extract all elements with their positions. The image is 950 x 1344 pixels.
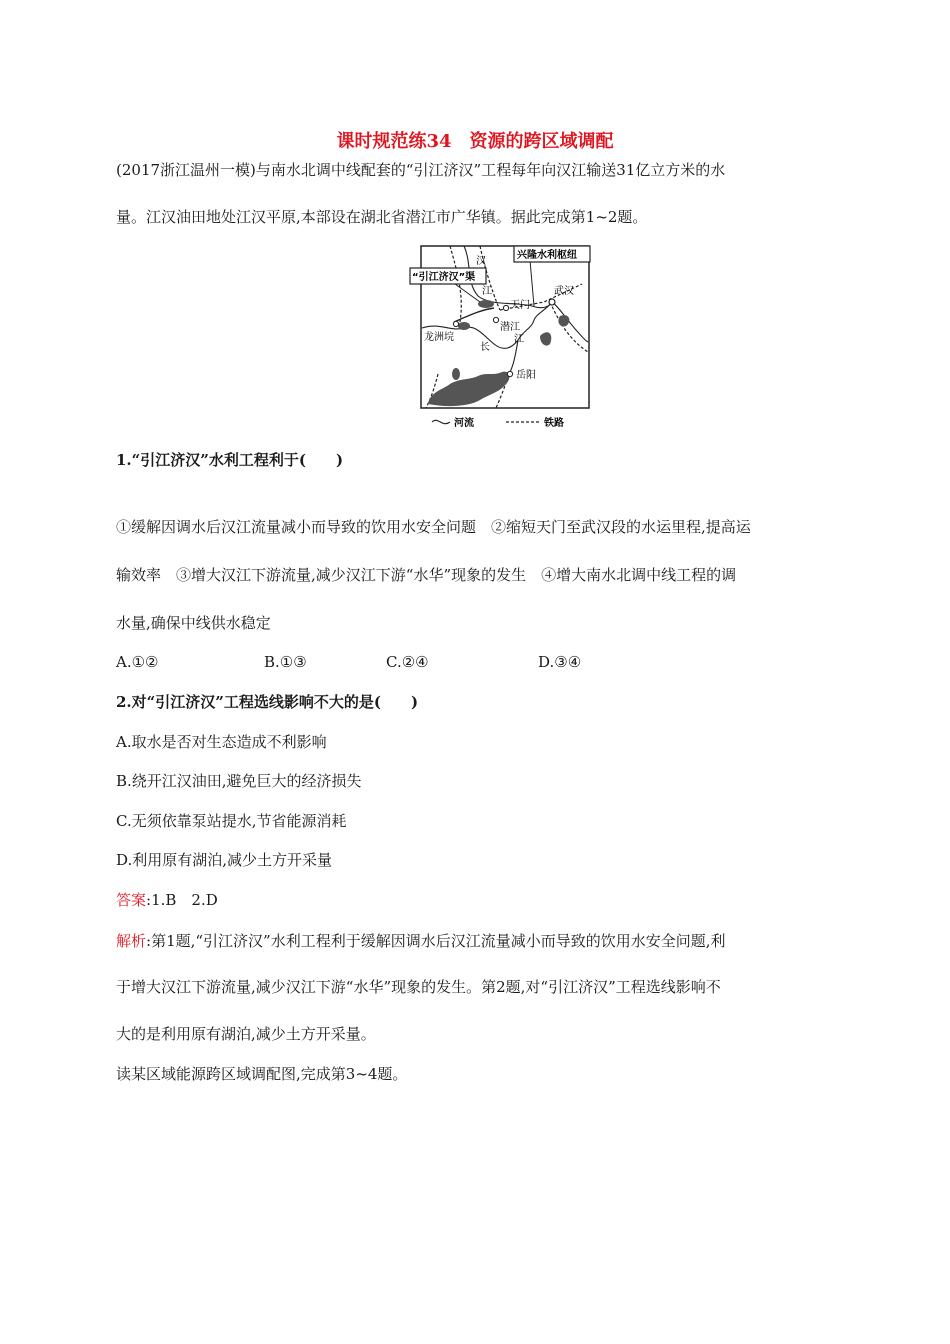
label-chang: 长 [480, 342, 490, 353]
q1-option-d[interactable]: D.③④ [538, 653, 582, 671]
label-tianmen: 天门 [510, 300, 530, 311]
city-marker [503, 305, 508, 310]
q2-option-a[interactable]: A.取水是否对生态造成不利影响 [116, 733, 327, 751]
analysis-label: 解析 [116, 932, 147, 950]
label-longzhou: 龙洲垸 [424, 332, 454, 343]
intro-line-2: 量。江汉油田地处江汉平原,本部设在湖北省潜江市广华镇。据此完成第1~2题。 [116, 208, 648, 226]
q1-option-c[interactable]: C.②④ [386, 653, 429, 671]
label-hub: 兴隆水利枢纽 [517, 250, 577, 261]
lake [478, 300, 494, 308]
label-yueyang: 岳阳 [516, 370, 536, 381]
answer-label: 答案 [116, 891, 147, 909]
q2-option-c[interactable]: C.无须依靠泵站提水,节省能源消耗 [116, 812, 347, 830]
q1-statement-3: 水量,确保中线供水稳定 [116, 614, 271, 632]
label-wuhan: 武汉 [554, 286, 574, 297]
answer-text: :1.B 2.D [146, 891, 218, 909]
q1-stem: 1.“引江济汉”水利工程利于( ) [116, 451, 344, 469]
city-marker [493, 317, 498, 322]
legend-river-symbol [432, 420, 450, 423]
label-qianjiang: 潜江 [500, 322, 520, 333]
analysis-line-2: 于增大汉江下游流量,减少汉江下游“水华”现象的发生。第2题,对“引江济汉”工程选线影响不 [116, 978, 721, 996]
city-marker [507, 371, 512, 376]
q1-statement-1: ①缓解因调水后汉江流量减小而导致的饮用水安全问题 ②缩短天门至武汉段的水运里程,提高运 [116, 518, 751, 536]
q1-options [116, 652, 688, 672]
page-title: 课时规范练34 资源的跨区域调配 [336, 131, 614, 152]
label-jiang-upper: 江 [482, 286, 492, 297]
intro-line-1: (2017浙江温州一模)与南水北调中线配套的“引江济汉”工程每年向汉江输送31亿立方米的水 [116, 161, 726, 179]
answer-line [116, 890, 218, 910]
q2-stem: 2.对“引江济汉”工程选线影响不大的是( ) [116, 693, 419, 711]
analysis-text-1: :第1题,“引江济汉”水利工程利于缓解因调水后汉江流量减小而导致的饮用水安全问题,利 [146, 932, 726, 950]
label-jiang-mid: 江 [514, 334, 524, 345]
lake [452, 368, 460, 380]
legend-railway-label: 铁路 [544, 418, 564, 429]
q2-option-b[interactable]: B.绕开江汉油田,避免巨大的经济损失 [116, 772, 362, 790]
next-instruction: 读某区域能源跨区域调配图,完成第3~4题。 [116, 1065, 408, 1083]
city-marker [549, 299, 555, 305]
analysis-line-3: 大的是利用原有湖泊,减少土方开采量。 [116, 1025, 376, 1043]
label-han: 汉 [476, 256, 486, 267]
label-canal: “引江济汉”渠 [412, 272, 476, 283]
map-svg [412, 244, 590, 432]
q2-option-d[interactable]: D.利用原有湖泊,减少土方开采量 [116, 851, 333, 869]
analysis-line-1 [116, 931, 726, 951]
q1-option-a[interactable]: A.①② [116, 653, 159, 671]
lake [458, 322, 470, 330]
q1-option-b[interactable]: B.①③ [264, 653, 307, 671]
map-figure [412, 244, 590, 432]
q1-statement-2: 输效率 ③增大汉江下游流量,减少汉江下游“水华”现象的发生 ④增大南水北调中线工程的调 [116, 566, 737, 584]
legend-river-label: 河流 [454, 418, 474, 429]
city-marker [453, 321, 458, 326]
